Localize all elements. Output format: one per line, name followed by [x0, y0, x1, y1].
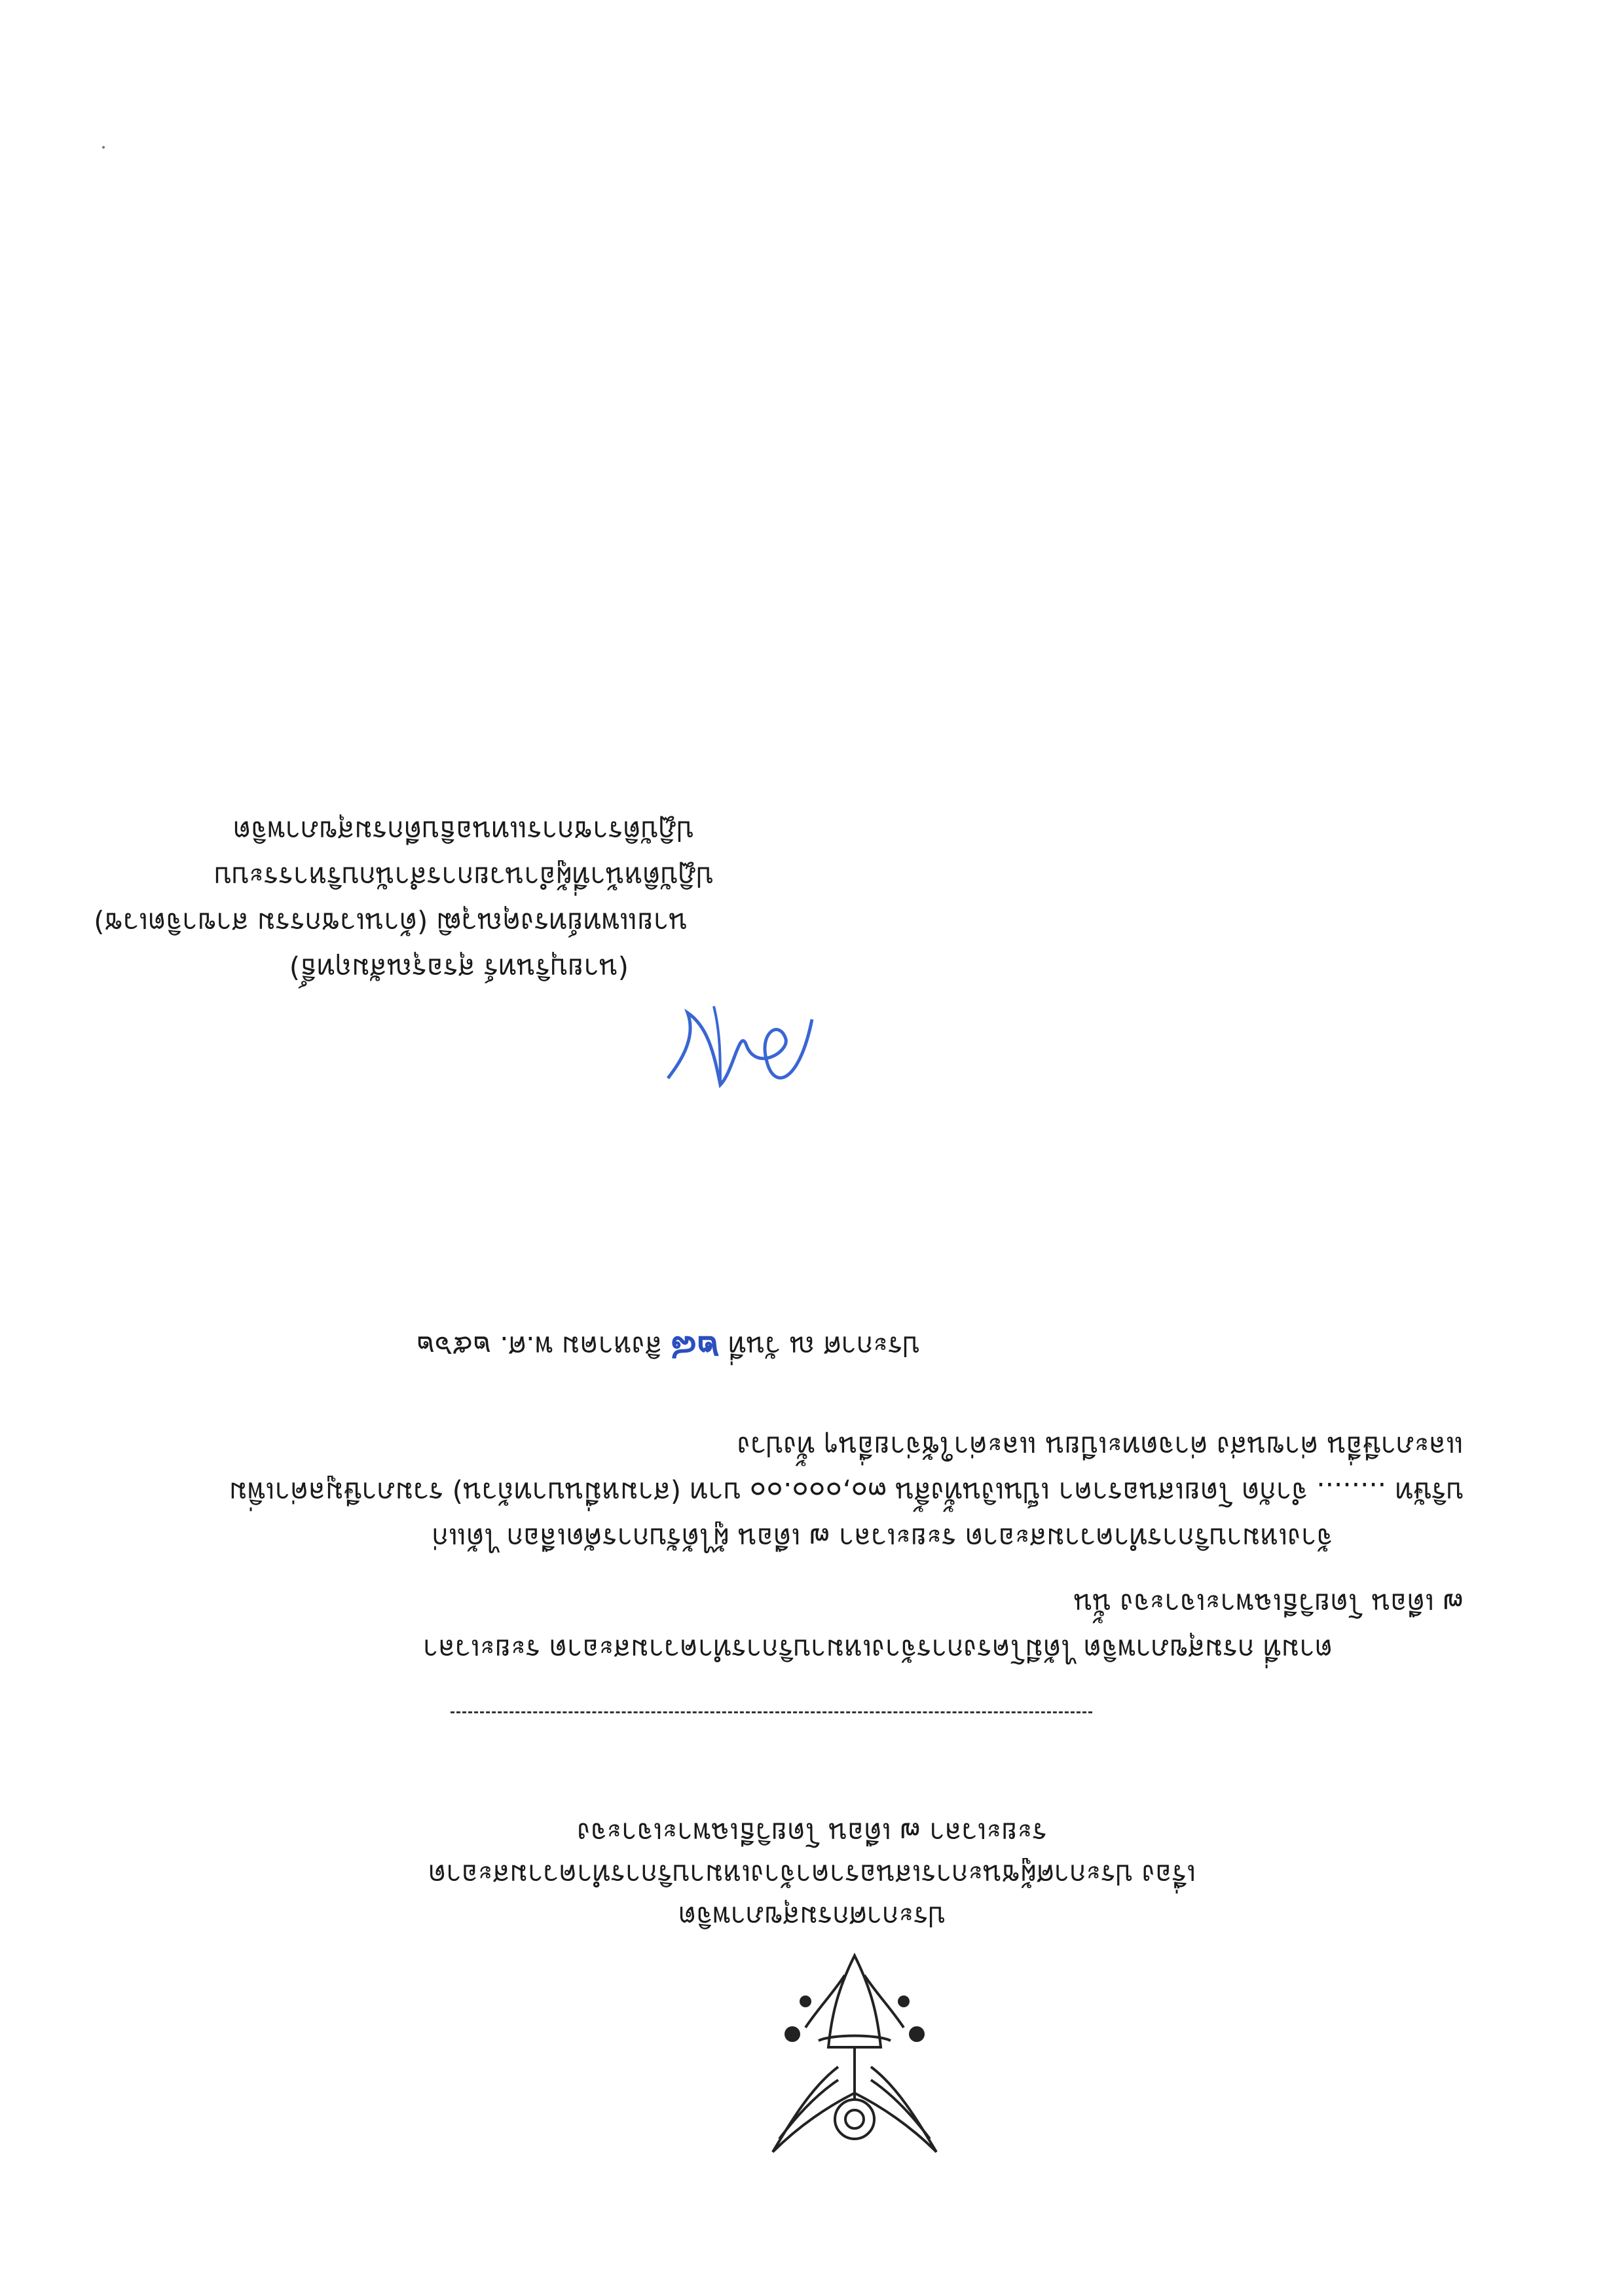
document-issuer: ประกาศกรมสุขภาพจิต [678, 1901, 946, 1933]
signatory-name: (นายบุรินทร์ สุรอรุณสัมฤทธิ์) [289, 953, 629, 985]
document-subject-line1: เรื่อง ประกาศผู้ชนะการเสนอราคาจ้างเหมาบริการทำความสะอาด [428, 1859, 1196, 1891]
garuda-emblem-icon [766, 1949, 943, 2165]
dated-suffix: สิงหาคม พ.ศ. ๒๕๖๒ [416, 1330, 662, 1362]
paragraph2-line1: จ้างเหมาบริการทำความสะอาด ระยะเวลา ๗ เดือน ผู้ได้รับการคัดเลือก ได้แก่ [432, 1522, 1333, 1554]
signature-mark [661, 1000, 819, 1098]
document-subject-line2: ระยะเวลา ๗ เดือน โดยวิธีเฉพาะเจาะจง [577, 1817, 1047, 1849]
signatory-position2: ปฏิบัติหน้าที่ผู้อำนวยการสำนักบริหารระบบ [213, 861, 714, 893]
dated-line [416, 1328, 920, 1366]
paragraph2-line2: บริษัท ........ จำกัด โดยเสนอราคา เป็นเงินทั้งสิ้น ๓๐,๐๐๐.๐๐ บาท (สามหมื่นบาทถ้วน) รวมภาษีมูลค่าเพิ่ม [229, 1476, 1464, 1508]
paragraph1-line1: ตามที่ กรมสุขภาพจิต ได้มีโครงการจ้างเหมาบริการทำความสะอาด ระยะเวลา [422, 1633, 1333, 1666]
signatory-position3: ปฏิบัติราชการแทนอธิบดีกรมสุขภาพจิต [232, 815, 694, 847]
paragraph1-line2: ๗ เดือน โดยวิธีเฉพาะเจาะจง นั้น [1073, 1588, 1464, 1620]
header-divider [451, 1711, 1092, 1713]
dated-prefix: ประกาศ ณ วันที่ [728, 1330, 920, 1362]
paragraph2-line3: และภาษีอื่น ค่าขนส่ง ค่าจดทะเบียน และค่าใช้จ่ายอื่นๆ ทั้งปวง [737, 1430, 1464, 1463]
signatory-position1: นายแพทย์ทรงคุณวุฒิ (ด้านเวชกรรม สาขาจิตเวช) [94, 907, 688, 939]
scan-speck [102, 146, 105, 149]
dated-day-handwritten: ๒๘ [671, 1328, 720, 1368]
